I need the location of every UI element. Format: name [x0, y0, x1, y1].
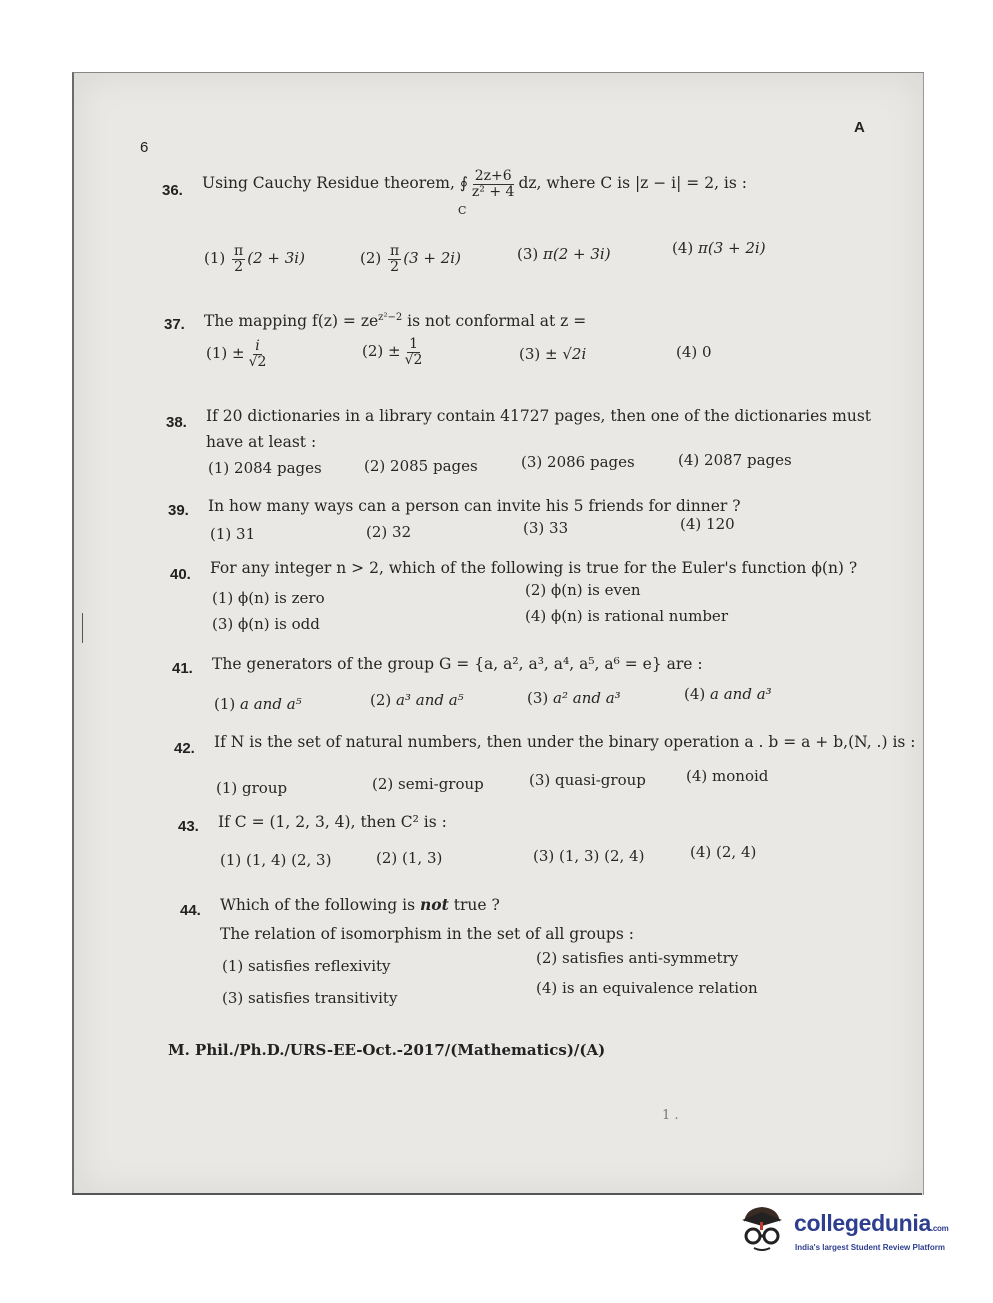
question-stem: For any integer n > 2, which of the following is true for the Euler's function ϕ(n) ? — [210, 559, 858, 577]
option-3: (3) 2086 pages — [521, 453, 635, 471]
question-stem: The mapping $f(z) = ze^{z^2-2}$ is not conformal at z = — [204, 312, 587, 331]
scan-edge — [72, 1193, 922, 1195]
option-4: (4) a and a³ — [684, 685, 772, 703]
question-number: 38. — [166, 414, 187, 431]
collegedunia-logo[interactable] — [736, 1200, 961, 1260]
question-39 — [168, 493, 888, 543]
option-1: (1) a and a⁵ — [214, 695, 302, 713]
option-2: (2) semi-group — [372, 775, 484, 793]
scanned-page — [72, 72, 924, 1195]
option-3: (3) quasi-group — [529, 771, 646, 789]
option-3: (3) 33 — [523, 519, 569, 537]
question-42 — [174, 725, 916, 797]
question-stem: Which of the following is not true ? — [220, 895, 500, 914]
logo-tagline: India's largest Student Review Platform — [795, 1243, 945, 1252]
page-number: 6 — [140, 139, 149, 156]
option-3: (3) (1, 3) (2, 4) — [533, 847, 645, 865]
option-4: (4) (2, 4) — [690, 843, 757, 861]
option-1: (1) $\frac{\pi}{2}$ (2 + 3i) — [204, 243, 305, 275]
option-4: (4) 2087 pages — [678, 451, 792, 469]
question-36 — [162, 169, 882, 279]
question-41 — [172, 645, 892, 715]
question-stem: If C = (1, 2, 3, 4), then C² is : — [218, 813, 447, 831]
margin-mark — [74, 613, 83, 643]
option-1: (1) 2084 pages — [208, 459, 322, 477]
option-1: (1) satisfies reflexivity — [222, 957, 391, 975]
question-number: 43. — [178, 818, 199, 835]
option-2: (2) (1, 3) — [376, 849, 443, 867]
option-4: (4) 120 — [680, 515, 735, 533]
option-2: (2) ϕ(n) is even — [525, 581, 641, 599]
question-stem: If N is the set of natural numbers, then under the binary operation a . b = a + b,(N, .) is : — [214, 733, 916, 751]
option-2: (2) satisfies anti-symmetry — [536, 949, 739, 967]
option-3: (3) satisfies transitivity — [222, 989, 398, 1007]
question-stem: Using Cauchy Residue theorem, ∮ $\frac{2z+6}{\text{z² + 4}}$ dz, where C is |z − i| = 2, is : — [202, 168, 747, 200]
option-2: (2) 32 — [366, 523, 412, 541]
question-stem: The generators of the group G = {a, a², a³, a⁴, a⁵, a⁶ = e} are : — [212, 655, 703, 673]
option-4: (4) 0 — [676, 343, 712, 361]
question-44 — [180, 891, 900, 1011]
handwritten-mark: 1 . — [662, 1108, 679, 1123]
option-1: (1) ϕ(n) is zero — [212, 589, 325, 607]
question-number: 42. — [174, 740, 195, 757]
question-43 — [178, 809, 898, 879]
question-number: 41. — [172, 660, 193, 677]
mascot-icon — [736, 1202, 788, 1254]
question-number: 44. — [180, 902, 201, 919]
option-1: (1) 31 — [210, 525, 256, 543]
paper-code-footer: M. Phil./Ph.D./URS-EE-Oct.-2017/(Mathematics)/(A) — [168, 1041, 606, 1059]
option-3: (3) π(2 + 3i) — [517, 245, 611, 263]
question-stem-line-2: have at least : — [206, 433, 317, 451]
option-3: (3) ± √2i — [519, 345, 587, 363]
logo-wordmark: collegedunia.com — [794, 1210, 949, 1236]
option-2: (2) 2085 pages — [364, 457, 478, 475]
question-38 — [166, 399, 886, 479]
question-stem-line-2: The relation of isomorphism in the set of all groups : — [220, 925, 634, 943]
question-stem: In how many ways can a person can invite his 5 friends for dinner ? — [208, 497, 741, 515]
question-number: 40. — [170, 566, 191, 583]
option-1: (1) (1, 4) (2, 3) — [220, 851, 332, 869]
question-number: 37. — [164, 316, 185, 333]
option-4: (4) ϕ(n) is rational number — [525, 607, 728, 625]
option-4: (4) π(3 + 2i) — [672, 239, 766, 257]
question-stem-line-1: If 20 dictionaries in a library contain 41727 pages, then one of the dictionaries must — [206, 407, 872, 425]
option-3: (3) a² and a³ — [527, 689, 621, 707]
option-2: (2) ± $\frac{1}{√2}$ — [362, 336, 423, 368]
option-3: (3) ϕ(n) is odd — [212, 615, 320, 633]
question-number: 36. — [162, 182, 183, 199]
question-37 — [164, 301, 884, 381]
series-letter: A — [854, 119, 865, 136]
option-1: (1) ± $\frac{i}{√2}$ — [206, 338, 267, 370]
option-1: (1) group — [216, 779, 288, 797]
option-2: (2) a³ and a⁵ — [370, 691, 464, 709]
option-4: (4) is an equivalence relation — [536, 979, 758, 997]
contour-label: C — [458, 204, 467, 217]
option-4: (4) monoid — [686, 767, 769, 785]
option-2: (2) $\frac{\pi}{2}$ (3 + 2i) — [360, 243, 461, 275]
integrand-fraction: $\frac{2z+6}{\text{z² + 4}}$ — [471, 168, 515, 200]
question-number: 39. — [168, 502, 189, 519]
question-40 — [170, 553, 890, 633]
